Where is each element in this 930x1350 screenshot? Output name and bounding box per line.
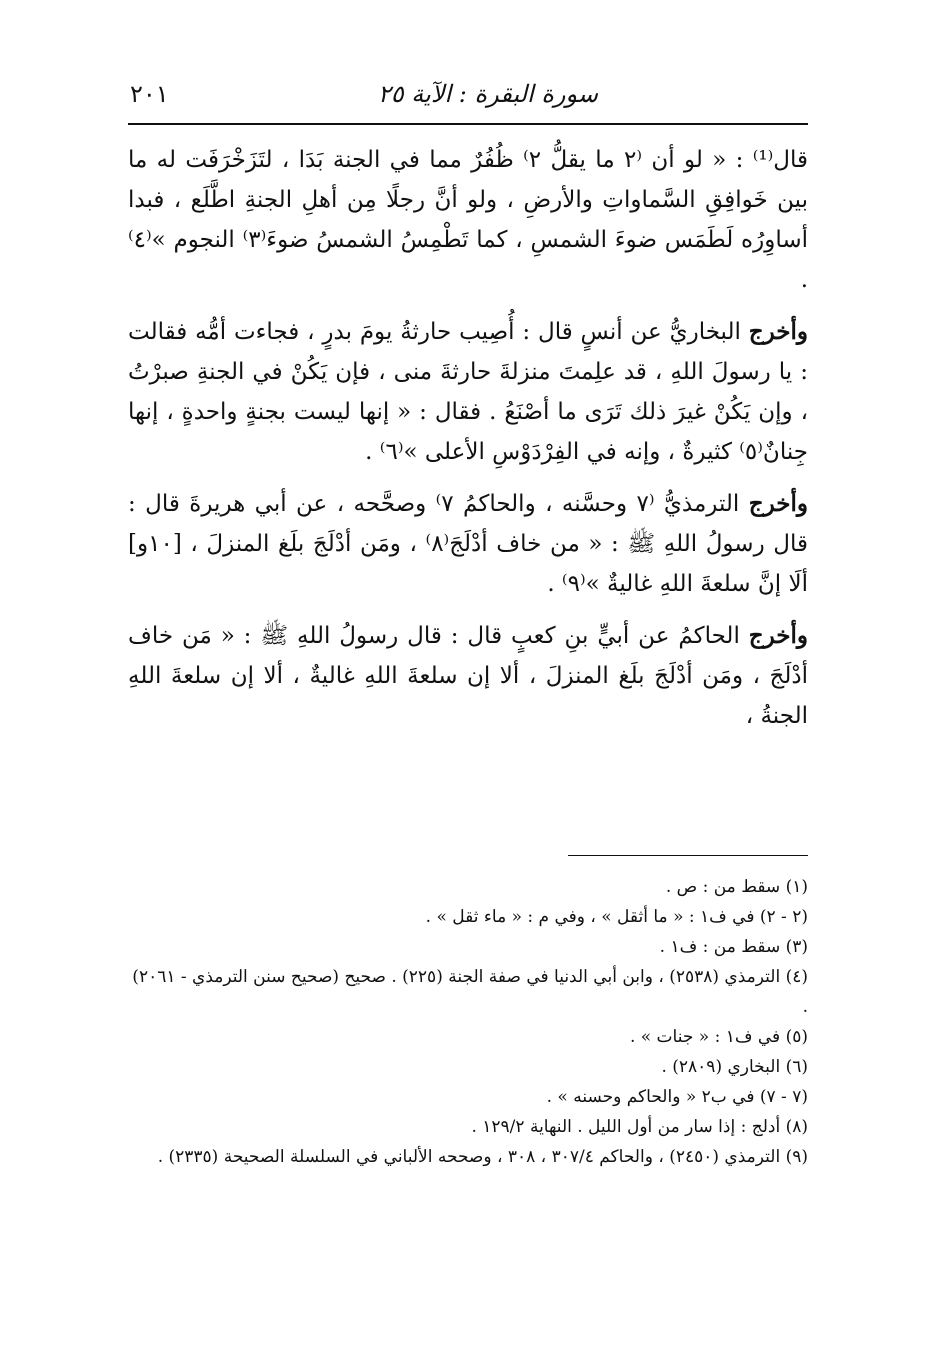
paragraph <box>128 312 808 472</box>
main-text <box>128 140 808 748</box>
footnote: (١) سقط من : ص . <box>665 877 808 897</box>
footnote: (٤) الترمذي (٢٥٣٨) ، وابن أبي الدنيا في صفة الجنة (٢٢٥) . صحيح (صحيح سنن الترمذي - ٢٠٦١) . <box>132 967 808 1017</box>
footnote: (٨) أدلج : إذا سار من أول الليل . النهاية ١٢٩/٢ . <box>471 1117 808 1137</box>
footnote: (٦) البخاري (٢٨٠٩) . <box>661 1057 808 1077</box>
footnote: (٣) سقط من : ف١ . <box>659 937 808 957</box>
footnote: (٩) الترمذي (٢٤٥٠) ، والحاكم ٣٠٧/٤ ، ٣٠٨ ، وصححه الألباني في السلسلة الصحيحة (٢٣٣٥) . <box>157 1147 808 1167</box>
paragraph-lead: وأخرج <box>748 622 808 649</box>
footnote-rule <box>568 855 808 856</box>
footnote: (٥) في ف١ : « جنات » . <box>629 1027 808 1047</box>
paragraph-text: الحاكمُ عن أبيٍّ بنِ كعبٍ قال : قال رسولُ اللهِ ﷺ : « مَن خاف أدْلَجَ ، ومَن أدْلَجَ بلَغ المنزلَ ، ألا إن سلعةَ اللهِ غاليةٌ ، ألا إن سلعةَ اللهِ الجنةُ ، <box>128 623 808 729</box>
paragraph <box>128 484 808 604</box>
paragraph <box>128 616 808 736</box>
paragraph-text: قال⁽¹⁾ : « لو أن ⁽٢ ما يقلُّ ٢⁾ ظُفُرٌ مما في الجنة بَدَا ، لتَزَخْرَفَت له ما بين خَوافِقِ السَّماواتِ والأرضِ ، ولو أنَّ رجلًا مِن أهلِ الجنةِ اطَّلَع ، فبدا أساوِرُه لَطَمَس ضوءَ الشمسِ ، كما تَطْمِسُ الشمسُ ضوءَ⁽٣⁾ النجوم »⁽٤⁾ . <box>128 147 808 293</box>
paragraph-lead: وأخرج <box>748 490 809 517</box>
paragraph <box>128 140 808 300</box>
footnotes <box>128 872 808 1172</box>
page-header <box>128 78 808 118</box>
footnote: (٧ - ٧) في ب٢ « والحاكم وحسنه » . <box>546 1087 808 1107</box>
paragraph-lead: وأخرج <box>748 318 809 345</box>
footnote: (٢ - ٢) في ف١ : « ما أثقل » ، وفي م : « ماء ثقل » . <box>425 907 808 927</box>
header-rule <box>128 123 808 125</box>
paragraph-text: البخاريُّ عن أنسٍ قال : أُصِيب حارثةُ يومَ بدرٍ ، فجاءت أمُّه فقالت : يا رسولَ اللهِ ، قد علِمتَ منزلةَ حارثةَ منى ، فإن يَكُنْ في الجنةِ صبرْتُ ، وإن يَكُنْ غيرَ ذلك تَرَى ما أصْنَعُ . فقال : « إنها ليست بجنةٍ واحدةٍ ، إنها جِنانٌ⁽٥⁾ كثيرةٌ ، وإنه في الفِرْدَوْسِ الأعلى »⁽٦⁾ . <box>128 319 808 465</box>
paragraph-text: الترمذيُّ ⁽٧ وحسَّنه ، والحاكمُ ٧⁾ وصحَّحه ، عن أبي هريرةَ قال : قال رسولُ اللهِ ﷺ : « من خاف أدْلَجَ⁽٨⁾ ، ومَن أدْلَجَ بلَغ المنزلَ ، [١٠و] ألَا إنَّ سلعةَ اللهِ غاليةٌ »⁽٩⁾ . <box>128 491 808 597</box>
running-title: سورة البقرة : الآية ٢٥ <box>377 80 598 108</box>
page-number: ٢٠١ <box>130 80 169 108</box>
